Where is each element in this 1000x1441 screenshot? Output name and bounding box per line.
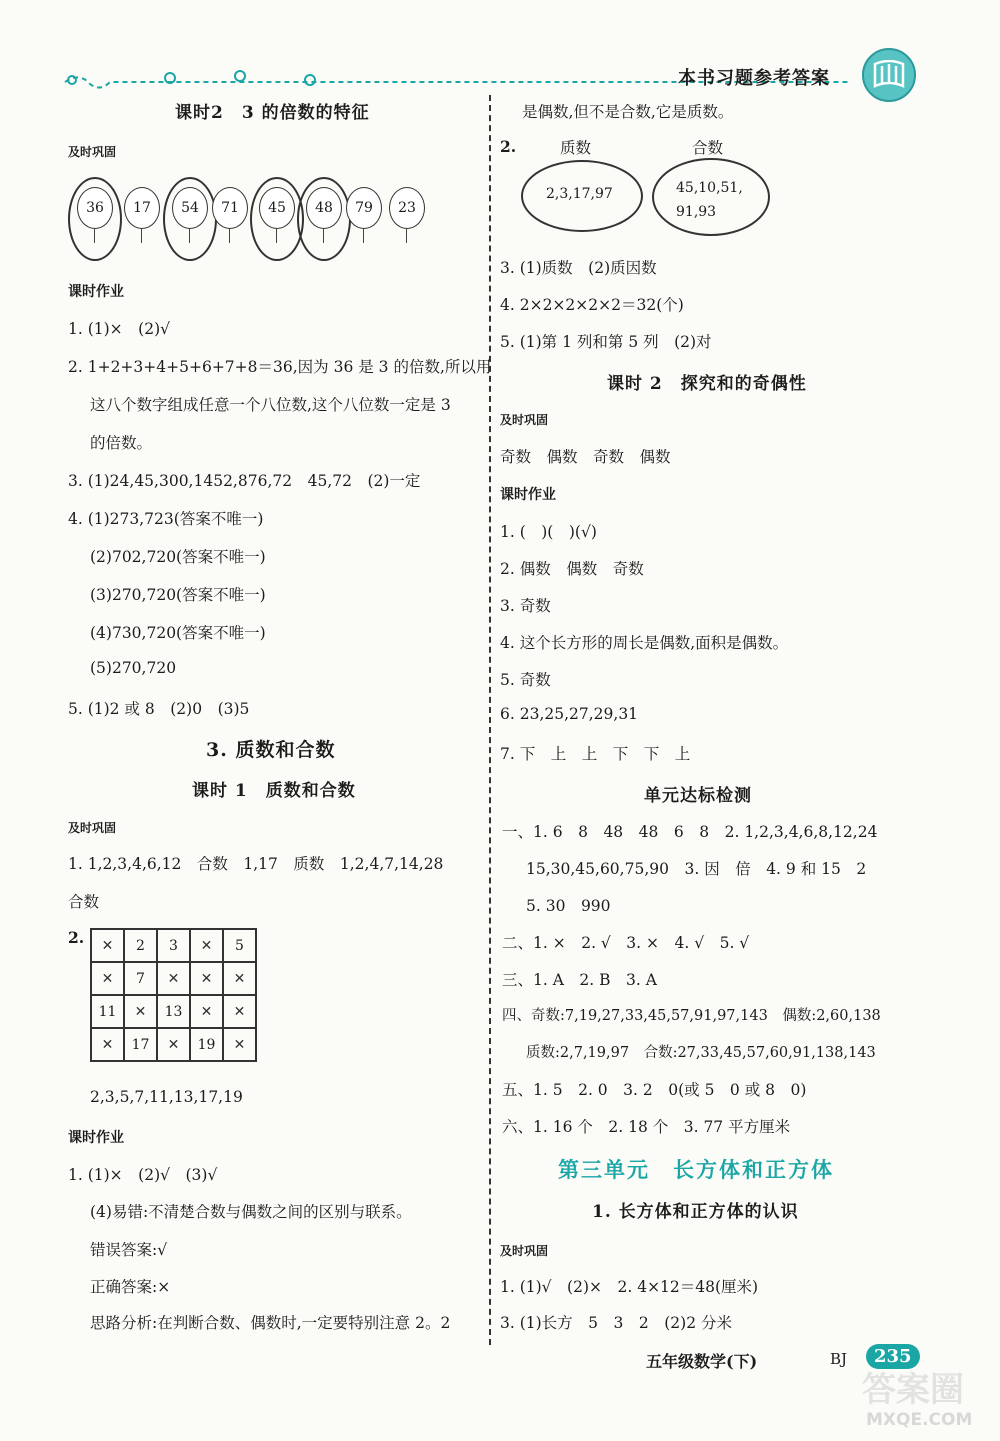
answer-line: 四、奇数:7,19,27,33,45,57,91,97,143 偶数:2,60,138 xyxy=(502,1008,881,1024)
answer-line: 奇数 偶数 奇数 偶数 xyxy=(500,448,671,466)
answer-line: 的倍数。 xyxy=(90,434,153,452)
prime-set-values: 2,3,17,97 xyxy=(546,186,613,202)
test-title: 单元达标检测 xyxy=(644,786,752,806)
grid-cell: 2 xyxy=(124,929,157,962)
answer-line: 3. (1)24,45,300,1452,876,72 45,72 (2)一定 xyxy=(68,472,421,490)
book-logo-icon xyxy=(862,48,916,102)
answer-line: 3. (1)长方 5 3 2 (2)2 分米 xyxy=(500,1314,733,1332)
label-homework: 课时作业 xyxy=(500,487,556,503)
answer-line: 2,3,5,7,11,13,17,19 xyxy=(90,1088,243,1106)
lesson-title: 课时 1 质数和合数 xyxy=(192,781,356,801)
grid-cell: ✕ xyxy=(91,962,124,995)
answer-line: 三、1. A 2. B 3. A xyxy=(502,971,657,989)
answer-line: 一、1. 6 8 48 48 6 8 2. 1,2,3,4,6,8,12,24 xyxy=(502,823,878,841)
answer-line: 5. (1)2 或 8 (2)0 (3)5 xyxy=(68,700,250,718)
answer-line: 15,30,45,60,75,90 3. 因 倍 4. 9 和 15 2 xyxy=(526,860,867,878)
label-review: 及时巩固 xyxy=(68,145,117,159)
balloon: 54 xyxy=(172,187,208,231)
grid-cell: 5 xyxy=(223,929,256,962)
answer-line: 1. 1,2,3,4,6,12 合数 1,17 质数 1,2,4,7,14,28 xyxy=(68,855,444,873)
answer-line: 2. 偶数 偶数 奇数 xyxy=(500,560,644,578)
answer-line: 4. (1)273,723(答案不唯一) xyxy=(68,510,264,528)
grid-cell: 17 xyxy=(124,1028,157,1061)
grid-cell: ✕ xyxy=(223,995,256,1028)
set-composite-title: 合数 xyxy=(692,139,724,157)
watermark-text: 答案圈 xyxy=(862,1370,964,1410)
grid-cell: 13 xyxy=(157,995,190,1028)
number-grid xyxy=(90,928,257,1062)
section-title: 1. 长方体和正方体的认识 xyxy=(592,1202,799,1222)
answer-line: 六、1. 16 个 2. 18 个 3. 77 平方厘米 xyxy=(502,1118,791,1136)
answer-line: 4. 2×2×2×2×2＝32(个) xyxy=(500,296,684,314)
answer-line: 3. 奇数 xyxy=(500,597,551,615)
answer-line: 是偶数,但不是合数,它是质数。 xyxy=(522,103,734,121)
answer-line: 6. 23,25,27,29,31 xyxy=(500,705,639,723)
question-number: 2. xyxy=(68,928,85,947)
grid-cell: ✕ xyxy=(223,1028,256,1061)
grid-cell: ✕ xyxy=(190,929,223,962)
label-homework: 课时作业 xyxy=(68,284,124,300)
grid-cell: ✕ xyxy=(190,962,223,995)
balloon: 48 xyxy=(306,187,342,231)
balloon: 23 xyxy=(389,187,425,231)
balloon: 79 xyxy=(346,187,382,231)
question-number: 2. xyxy=(500,137,517,156)
answer-line: 1. (1)× (2)√ xyxy=(68,320,170,338)
grid-cell: ✕ xyxy=(91,929,124,962)
answer-line: (5)270,720 xyxy=(90,659,177,677)
balloon: 36 xyxy=(77,187,113,231)
grid-cell: 7 xyxy=(124,962,157,995)
label-review: 及时巩固 xyxy=(500,413,549,427)
grid-cell: ✕ xyxy=(91,1028,124,1061)
grid-cell: 3 xyxy=(157,929,190,962)
composite-set-values: 45,10,51, xyxy=(676,180,743,196)
answer-line: 5. (1)第 1 列和第 5 列 (2)对 xyxy=(500,333,712,351)
header-title: 本书习题参考答案 xyxy=(678,68,830,89)
column-divider xyxy=(489,95,491,1345)
chapter-title: 3. 质数和合数 xyxy=(206,739,336,761)
section-title: 课时2 3 的倍数的特征 xyxy=(175,103,370,123)
answer-line: 质数:2,7,19,97 合数:27,33,45,57,60,91,138,143 xyxy=(526,1045,876,1061)
answer-line: 正确答案:× xyxy=(90,1278,171,1296)
answer-line: 这八个数字组成任意一个八位数,这个八位数一定是 3 xyxy=(90,396,451,414)
label-homework: 课时作业 xyxy=(68,1130,124,1146)
composite-set-values: 91,93 xyxy=(676,204,717,220)
unit-title: 第三单元 长方体和正方体 xyxy=(558,1157,834,1182)
answer-line: 3. (1)质数 (2)质因数 xyxy=(500,259,657,277)
page-number: 235 xyxy=(866,1344,920,1369)
grid-cell: 19 xyxy=(190,1028,223,1061)
grid-cell: 11 xyxy=(91,995,124,1028)
footer-edition: BJ xyxy=(830,1350,848,1368)
answer-line: (2)702,720(答案不唯一) xyxy=(90,548,266,566)
answer-line: 1. (1)× (2)√ (3)√ xyxy=(68,1166,218,1184)
answer-line: 五、1. 5 2. 0 3. 2 0(或 5 0 或 8 0) xyxy=(502,1081,807,1099)
answer-line: 5. 30 990 xyxy=(526,897,611,915)
grid-cell: ✕ xyxy=(157,962,190,995)
label-review: 及时巩固 xyxy=(500,1244,549,1258)
balloon: 17 xyxy=(124,187,160,231)
balloon: 71 xyxy=(212,187,248,231)
composite-set xyxy=(652,158,770,236)
set-prime-title: 质数 xyxy=(560,139,592,157)
grid-cell: ✕ xyxy=(223,962,256,995)
answer-line: 1. (1)√ (2)× 2. 4×12＝48(厘米) xyxy=(500,1278,759,1296)
grid-cell: ✕ xyxy=(124,995,157,1028)
balloon: 45 xyxy=(259,187,295,231)
answer-line: 4. 这个长方形的周长是偶数,面积是偶数。 xyxy=(500,634,789,652)
answer-line: 思路分析:在判断合数、偶数时,一定要特别注意 2。2 xyxy=(90,1314,451,1332)
answer-line: 二、1. × 2. √ 3. × 4. √ 5. √ xyxy=(502,934,750,952)
answer-line: 合数 xyxy=(68,893,100,911)
answer-line: 1. ( )( )(√) xyxy=(500,523,597,541)
grid-cell: ✕ xyxy=(157,1028,190,1061)
watermark-logo xyxy=(856,1362,996,1438)
answer-line: (4)易错:不清楚合数与偶数之间的区别与联系。 xyxy=(90,1203,412,1221)
lesson-title: 课时 2 探究和的奇偶性 xyxy=(607,374,807,394)
answer-line: 5. 奇数 xyxy=(500,671,551,689)
answer-line: 错误答案:√ xyxy=(90,1241,168,1259)
label-review: 及时巩固 xyxy=(68,821,117,835)
footer-book: 五年级数学(下) xyxy=(646,1352,758,1371)
answer-line: (3)270,720(答案不唯一) xyxy=(90,586,266,604)
answer-line: 7. 下 上 上 下 下 上 xyxy=(500,745,691,763)
watermark-url: MXQE.COM xyxy=(866,1410,973,1430)
answer-line: 2. 1+2+3+4+5+6+7+8＝36,因为 36 是 3 的倍数,所以用 xyxy=(68,358,492,376)
grid-cell: ✕ xyxy=(190,995,223,1028)
answer-line: (4)730,720(答案不唯一) xyxy=(90,624,266,642)
